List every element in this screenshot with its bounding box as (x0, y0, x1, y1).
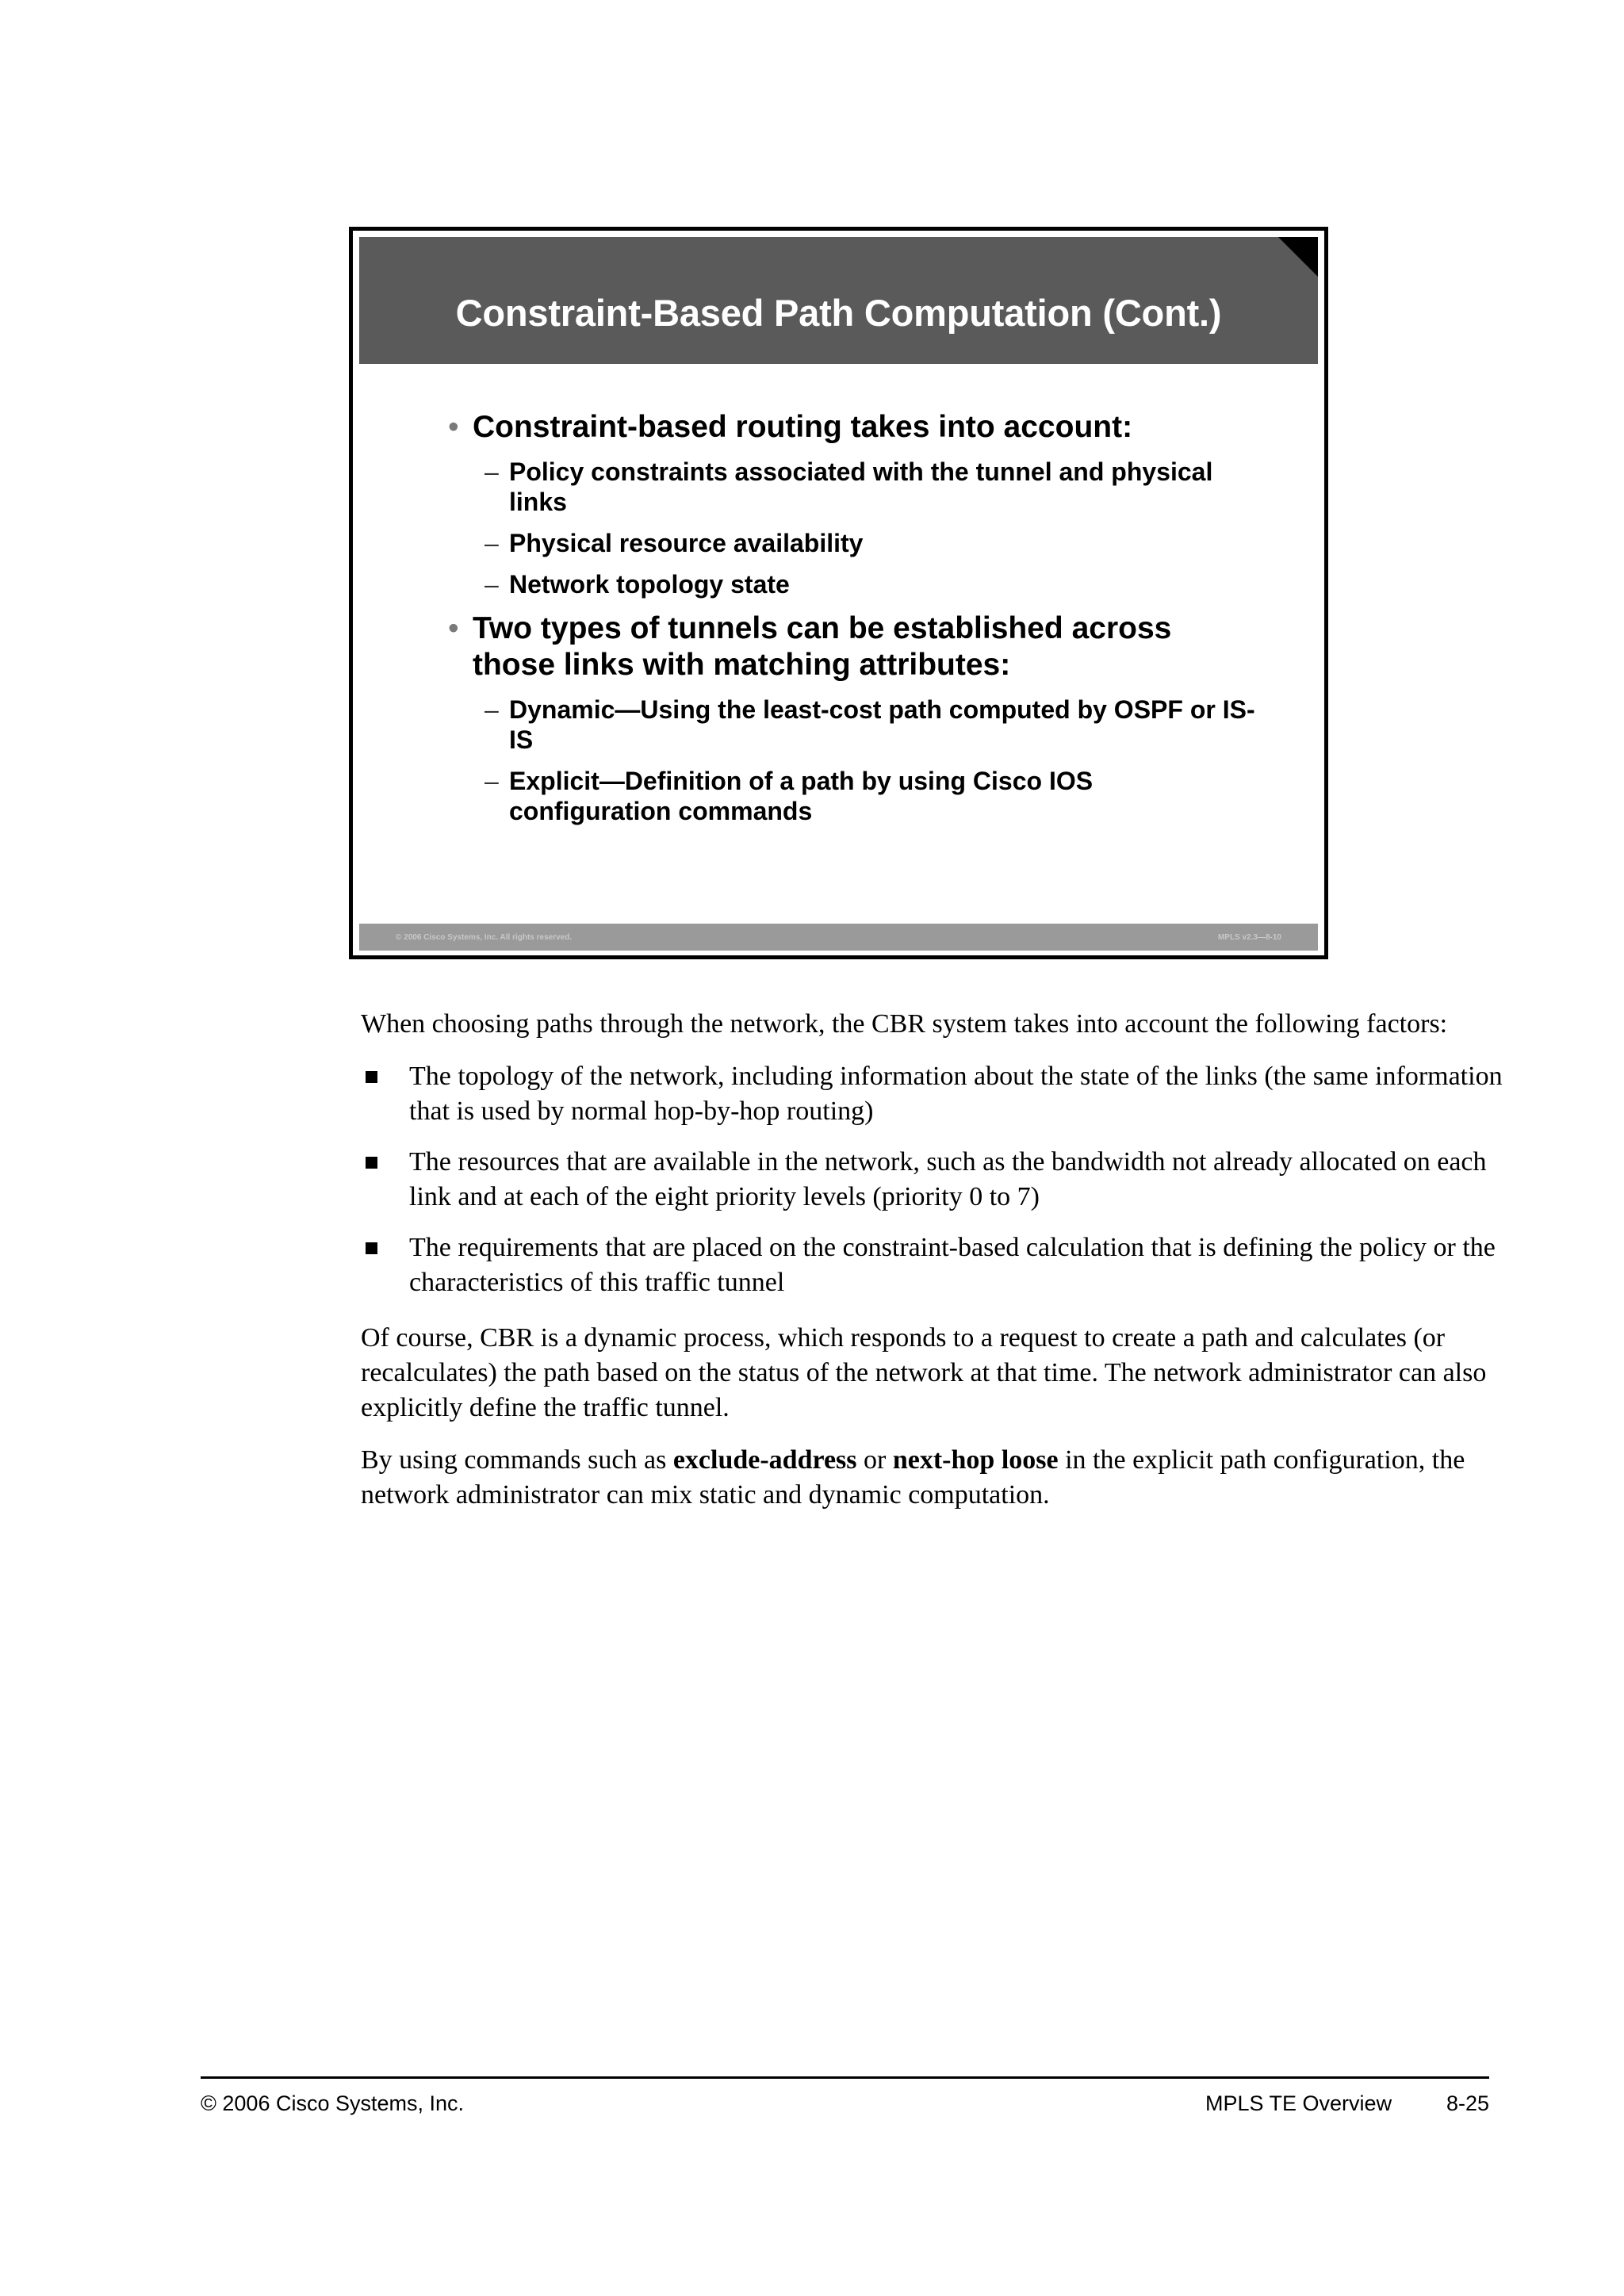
dash-icon: – (485, 570, 499, 599)
square-bullet-icon (366, 1157, 377, 1169)
page-number: 8-25 (1446, 2091, 1489, 2115)
paragraph: By using commands such as exclude-address or next-hop loose in the explicit path configuration, the network administrator can mix static and dynamic computation. (361, 1445, 1465, 1510)
list-item: The topology of the network, including information about the state of the links (the same information that is used by normal hop-by-hop routing) (361, 1059, 1503, 1129)
intro-paragraph: When choosing paths through the network, the CBR system takes into account the following factors: (361, 1009, 1448, 1039)
bullet-dot-icon: • (448, 611, 459, 645)
slide-bullet: • Two types of tunnels can be established across those links with matching attributes: (448, 611, 1172, 682)
dash-icon: – (485, 529, 499, 557)
dash-icon: – (485, 767, 499, 795)
slide-bullet-list (448, 409, 1257, 826)
slide-sub-bullet: – Dynamic—Using the least-cost path computed by OSPF or IS-IS (485, 695, 1255, 754)
paragraph: Of course, CBR is a dynamic process, which responds to a request to create a path and calculates (or recalculates) the path based on the status of the network at that time. The network administrator can also explicitly define the traffic tunnel. (361, 1323, 1487, 1422)
slide-sub-bullet: – Policy constraints associated with the tunnel and physical links (485, 457, 1213, 516)
slide-number: MPLS v2.3—8-10 (1217, 933, 1281, 942)
dash-icon: – (485, 695, 499, 724)
list-item: The resources that are available in the network, such as the bandwidth not already allocated on each link and at each of the eight priority levels (priority 0 to 7) (361, 1145, 1503, 1215)
footer-section-title: MPLS TE Overview (1205, 2091, 1392, 2115)
footer-copyright: © 2006 Cisco Systems, Inc. (201, 2091, 465, 2115)
slide-copyright: © 2006 Cisco Systems, Inc. All rights reserved. (396, 933, 573, 942)
command-text: next-hop loose (892, 1445, 1059, 1475)
square-bullet-icon (366, 1242, 377, 1254)
list-item: The requirements that are placed on the constraint-based calculation that is defining the policy or the characteristics of this traffic tunnel (361, 1230, 1503, 1300)
slide-footer (359, 924, 1318, 951)
command-text: exclude-address (672, 1445, 857, 1475)
slide-sub-bullet: – Explicit—Definition of a path by using Cisco IOS configuration commands (485, 767, 1094, 825)
square-bullet-icon (366, 1071, 377, 1083)
body-text (361, 1007, 1503, 1513)
slide-sub-bullet: – Network topology state (485, 570, 790, 599)
slide-figure (349, 227, 1328, 959)
bullet-dot-icon: • (448, 410, 459, 444)
footer-divider (201, 2076, 1489, 2079)
slide-title: Constraint-Based Path Computation (Cont.) (455, 292, 1222, 334)
slide-sub-bullet: – Physical resource availability (485, 529, 864, 557)
slide-bullet: • Constraint-based routing takes into account: (448, 410, 1133, 444)
slide-header (359, 237, 1318, 364)
dash-icon: – (485, 457, 499, 486)
